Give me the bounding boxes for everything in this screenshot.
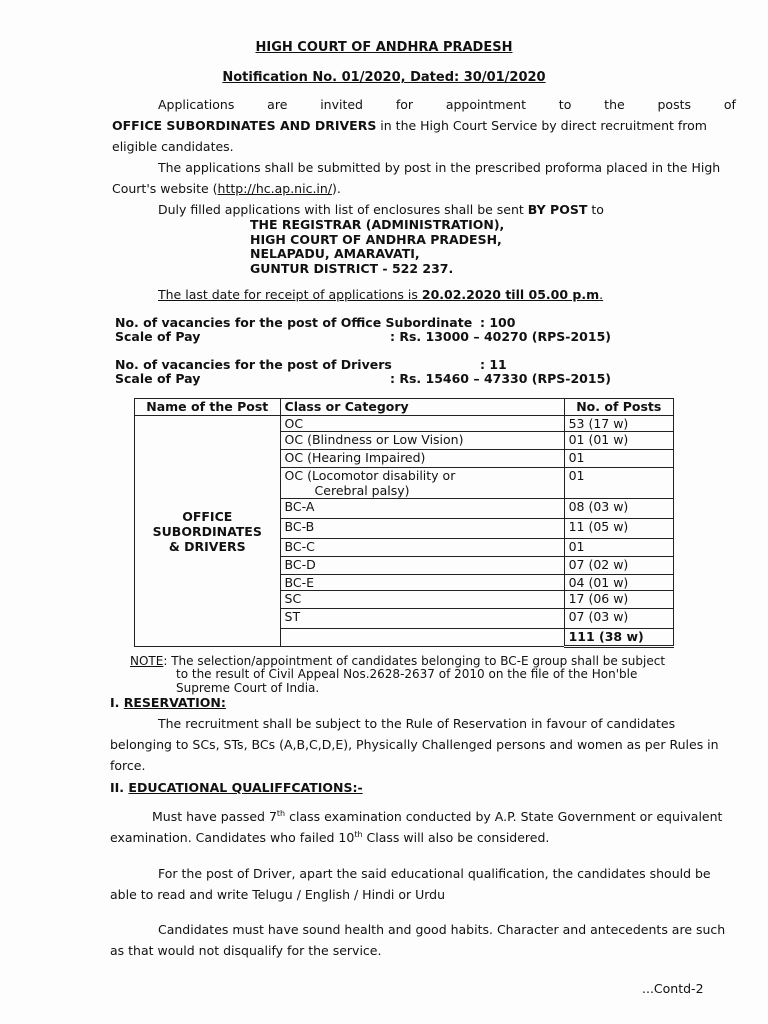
category-cell: OC (Blindness or Low Vision)	[280, 432, 564, 450]
website-link[interactable]: http://hc.ap.nic.in/	[217, 181, 333, 196]
intro-line-1: Applications are invited for appointment to the posts of	[158, 97, 736, 112]
driver-pay-value: : Rs. 15460 – 47330 (RPS-2015)	[390, 371, 611, 386]
header-count: No. of Posts	[564, 399, 673, 416]
category-cell: OC (Hearing Impaired)	[280, 450, 564, 468]
count-cell: 08 (03 w)	[564, 499, 673, 519]
count-cell: 17 (06 w)	[564, 591, 673, 609]
education-p3-line-2: as that would not disqualify for the service.	[110, 943, 382, 958]
header-post: Name of the Post	[135, 399, 281, 416]
address-line-2: HIGH COURT OF ANDHRA PRADESH,	[250, 232, 502, 247]
education-p2-line-1: For the post of Driver, apart the said educational qualification, the candidates should be	[158, 866, 711, 881]
count-cell: 01 (01 w)	[564, 432, 673, 450]
last-date: The last date for receipt of applications is 20.02.2020 till 05.00 p.m.	[158, 287, 604, 302]
count-cell: 07 (02 w)	[564, 557, 673, 575]
note-line-1: NOTE: The selection/appointment of candidates belonging to BC-E group shall be subject	[130, 654, 666, 668]
office-pay-value: : Rs. 13000 – 40270 (RPS-2015)	[390, 329, 611, 344]
count-cell: 01	[564, 539, 673, 557]
count-cell: 01	[564, 450, 673, 468]
category-cell: BC-E	[280, 575, 564, 591]
driver-vacancy-label: No. of vacancies for the post of Drivers	[115, 357, 392, 372]
note-line-2: to the result of Civil Appeal Nos.2628-2637 of 2010 on the file of the Hon'ble	[176, 667, 638, 681]
category-cell: SC	[280, 591, 564, 609]
education-p2-line-2: able to read and write Telugu / English / Hindi or Urdu	[110, 887, 446, 902]
address-line-3: NELAPADU, AMARAVATI,	[250, 246, 420, 261]
header-category: Class or Category	[280, 399, 564, 416]
address-line-4: GUNTUR DISTRICT - 522 237.	[250, 261, 454, 276]
count-cell: 11 (05 w)	[564, 519, 673, 539]
intro-line-3: eligible candidates.	[112, 139, 234, 154]
category-cell: OC (Locomotor disability or Cerebral palsy)	[280, 468, 564, 499]
driver-pay-label: Scale of Pay	[115, 371, 201, 386]
count-cell: 01	[564, 468, 673, 499]
category-cell: BC-A	[280, 499, 564, 519]
category-cell: BC-B	[280, 519, 564, 539]
post-name-cell: OFFICE SUBORDINATES & DRIVERS	[135, 416, 281, 647]
education-p1-line-2: examination. Candidates who failed 10th Class will also be considered.	[110, 830, 550, 846]
education-p3-line-1: Candidates must have sound health and good habits. Character and antecedents are such	[158, 922, 726, 937]
reservation-heading: I. RESERVATION:	[110, 695, 226, 710]
category-cell: ST	[280, 609, 564, 629]
reservation-line-1: The recruitment shall be subject to the Rule of Reservation in favour of candidates	[158, 716, 676, 731]
category-cell: BC-C	[280, 539, 564, 557]
intro-line-2: OFFICE SUBORDINATES AND DRIVERS in the High Court Service by direct recruitment from	[112, 118, 707, 133]
reservation-line-3: force.	[110, 758, 146, 773]
vacancy-table	[134, 398, 674, 648]
court-title: HIGH COURT OF ANDHRA PRADESH	[255, 40, 513, 55]
office-vacancy-value: : 100	[480, 315, 516, 330]
contd-label: ...Contd-2	[642, 981, 704, 996]
reservation-line-2: belonging to SCs, STs, BCs (A,B,C,D,E), Physically Challenged persons and women as per Rules in	[110, 737, 719, 752]
para2-line-2: Court's website (http://hc.ap.nic.in/).	[112, 181, 341, 196]
notification-title: Notification No. 01/2020, Dated: 30/01/2020	[222, 70, 546, 85]
education-heading: II. EDUCATIONAL QUALIFFCATIONS:-	[110, 780, 363, 795]
driver-vacancy-value: : 11	[480, 357, 507, 372]
office-vacancy-label: No. of vacancies for the post of Office Subordinate	[115, 315, 473, 330]
total-cell: 111 (38 w)	[564, 629, 673, 647]
para3-line: Duly filled applications with list of enclosures shall be sent BY POST to	[158, 202, 604, 217]
address-line-1: THE REGISTRAR (ADMINISTRATION),	[250, 217, 505, 232]
count-cell: 53 (17 w)	[564, 416, 673, 432]
note-line-3: Supreme Court of India.	[176, 681, 320, 695]
count-cell: 07 (03 w)	[564, 609, 673, 629]
category-cell	[280, 629, 564, 647]
para2-line-1: The applications shall be submitted by post in the prescribed proforma placed in the High	[158, 160, 721, 175]
category-cell: OC	[280, 416, 564, 432]
table-header-row	[135, 399, 674, 416]
table-row	[135, 416, 674, 432]
education-p1-line-1: Must have passed 7th class examination conducted by A.P. State Government or equivalent	[152, 809, 723, 825]
category-cell: BC-D	[280, 557, 564, 575]
office-pay-label: Scale of Pay	[115, 329, 201, 344]
count-cell: 04 (01 w)	[564, 575, 673, 591]
